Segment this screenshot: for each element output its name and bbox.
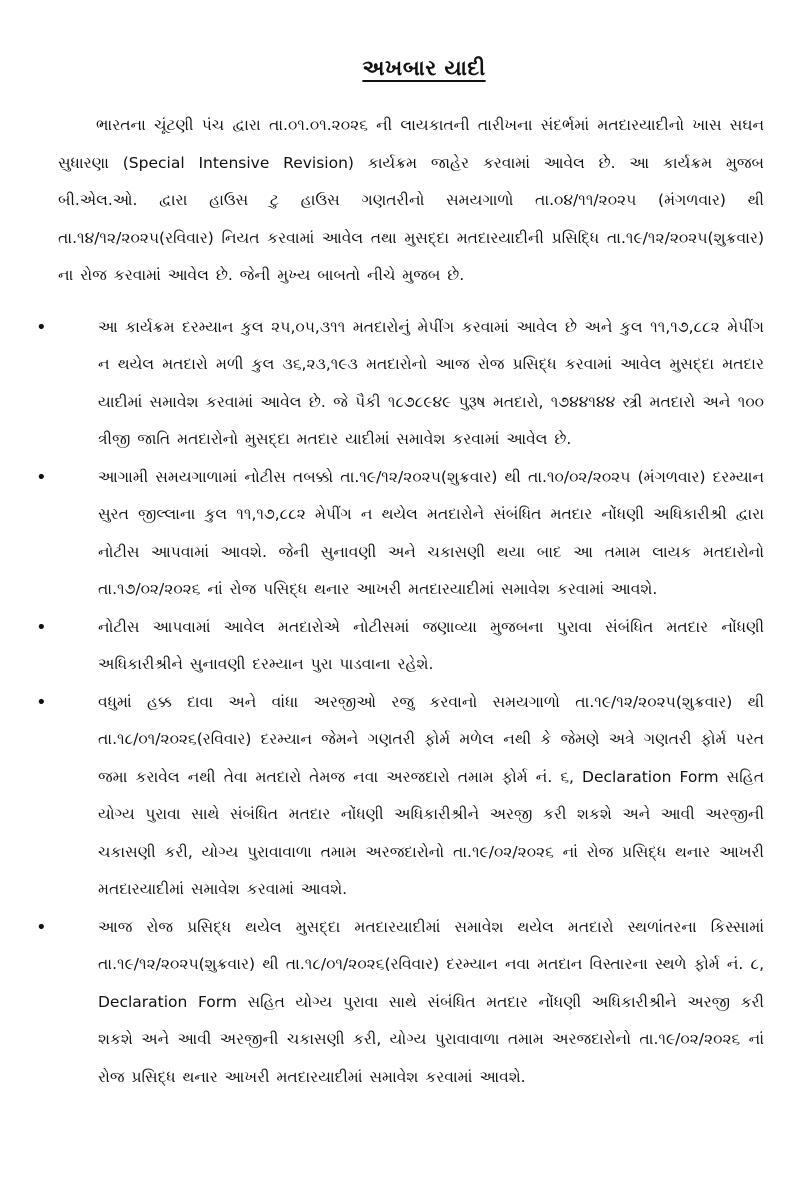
key-points-list xyxy=(36,309,772,1097)
list-item-text: વધુમાં હક્ક દાવા અને વાંધા અરજીઓ રજુ કરવાનો સમયગાળો તા.૧૯/૧૨/૨૦૨૫(શુક્રવાર) થી તા.૧૮/૦૧/૨૦૨૬(રવિવાર) દરમ્યાન જેમને ગણતરી ફોર્મ મળેલ નથી કે જેમણે અત્રે ગણતરી ફોર્મ પરત જમા કરાવેલ નથી તેવા મતદારો તેમજ નવા અરજદારો તમામ ફોર્મ નં. ૬, Declaration Form સહિત યોગ્ય પુરાવા સાથે સંબંધિત મતદાર નોંધણી અધિકારીશ્રીને અરજી કરી શકશે અને આવી અરજીની ચકાસણી કરી, યોગ્ય પુરાવાવાળા તમામ અરજદારોનો તા.૧૯/૦૨/૨૦૨૬ નાં રોજ પ્રસિદ્ધ થનાર આખરી મતદારયાદીમાં સમાવેશ કરવામાં આવશે. xyxy=(98,692,764,898)
list-item xyxy=(36,309,764,459)
bullet-icon: • xyxy=(36,916,47,938)
list-item xyxy=(36,684,764,909)
list-item xyxy=(36,909,764,1097)
document-title: અખબાર યાદી xyxy=(362,56,486,80)
list-item-text: આજ રોજ પ્રસિદ્ધ થયેલ મુસદ્દા મતદારયાદીમાં સમાવેશ થયેલ મતદારો સ્થળાંતરના કિસ્સામાં તા.૧૯/૧૨/૨૦૨૫(શુક્રવાર) થી તા.૧૮/૦૧/૨૦૨૬(રવિવાર) દરમ્યાન નવા મતદાન વિસ્તારના સ્થળે ફોર્મ નં. ૮, Declaration Form સહિત યોગ્ય પુરાવા સાથે સંબંધિત મતદાર નોંધણી અધિકારીશ્રીને અરજી કરી શકશે અને આવી અરજીની ચકાસણી કરી, યોગ્ય પુરાવાવાળા તમામ અરજદારોનો તા.૧૯/૦૨/૨૦૨૬ નાં રોજ પ્રસિદ્ધ થનાર આખરી મતદારયાદીમાં સમાવેશ કરવામાં આવશે. xyxy=(98,917,764,1086)
list-item-text: આ કાર્યક્રમ દરમ્યાન કુલ ૨૫,૦૫,૩૧૧ મતદારોનું મેપીંગ કરવામાં આવેલ છે અને કુલ ૧૧,૧૭,૮૮૨ મેપીંગ ન થયેલ મતદારો મળી કુલ ૩૬,૨૩,૧૯૩ મતદારોનો આજ રોજ પ્રસિદ્ધ કરવામાં આવેલ મુસદ્દા મતદાર યાદીમાં સમાવેશ કરવામાં આવેલ છે. જે પૈકી ૧૮૭૮૯૪૯ પુરૂષ મતદારો, ૧૭૪૪૧૪૪ સ્ત્રી મતદારો અને ૧૦૦ ત્રીજી જાતિ મતદારોનો મુસદ્દા મતદાર યાદીમાં સમાવેશ કરવામાં આવેલ છે. xyxy=(98,317,764,448)
list-item xyxy=(36,609,764,684)
bullet-icon: • xyxy=(36,616,47,638)
list-item-text: આગામી સમયગાળામાં નોટીસ તબક્કો તા.૧૯/૧૨/૨૦૨૫(શુક્રવાર) થી તા.૧૦/૦૨/૨૦૨૫ (મંગળવાર) દરમ્યાન સુરત જીલ્લાના કુલ ૧૧,૧૭,૮૮૨ મેપીંગ ન થયેલ મતદારોને સંબંધિત મતદાર નોંધણી અધિકારીશ્રી દ્વારા નોટીસ આપવામાં આવશે. જેની સુનાવણી અને ચકાસણી થયા બાદ આ તમામ લાયક મતદારોનો તા.૧૭/૦૨/૨૦૨૬ નાં રોજ પસિદ્ધ થનાર આખરી મતદારયાદીમાં સમાવેશ કરવામાં આવશે. xyxy=(98,467,764,598)
list-item xyxy=(36,459,764,609)
bullet-icon: • xyxy=(36,316,47,338)
list-item-text: નોટીસ આપવામાં આવેલ મતદારોએ નોટીસમાં જણાવ્યા મુજબના પુરાવા સંબંધિત મતદાર નોંધણી અધિકારીશ્રીને સુનાવણી દરમ્યાન પુરા પાડવાના રહેશે. xyxy=(98,617,764,673)
intro-paragraph: ભારતના ચૂંટણી પંચ દ્વારા તા.૦૧.૦૧.૨૦૨૬ ની લાયકાતની તારીખના સંદર્ભમાં મતદારયાદીનો ખાસ સઘન સુધારણા (Special Intensive Revision) કાર્યક્રમ જાહેર કરવામાં આવેલ છે. આ કાર્યક્રમ મુજબ બી.એલ.ઓ. દ્વારા હાઉસ ટુ હાઉસ ગણતરીનો સમયગાળો તા.૦૪/૧૧/૨૦૨૫ (મંગળવાર) થી તા.૧૪/૧૨/૨૦૨૫(રવિવાર) નિયત કરવામાં આવેલ તથા મુસદ્દા મતદારયાદીની પ્રસિદ્ધિ તા.૧૯/૧૨/૨૦૨૫(શુક્રવાર) ના રોજ કરવામાં આવેલ છે. જેની મુખ્ય બાબતો નીચે મુજબ છે. xyxy=(58,116,764,284)
bullet-icon: • xyxy=(36,691,47,713)
bullet-icon: • xyxy=(36,466,47,488)
